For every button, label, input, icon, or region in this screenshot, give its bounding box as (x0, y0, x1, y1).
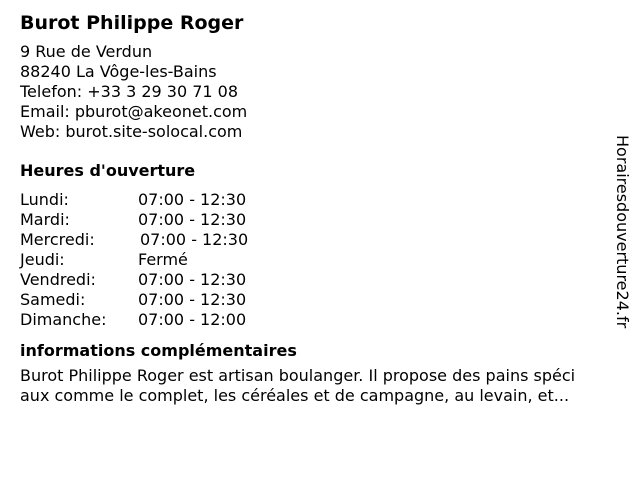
hours-day: Mardi: (20, 210, 70, 229)
info-title: informations complémentaires (20, 341, 297, 360)
info-line: aux comme le complet, les céréales et de campagne, au levain, et... (20, 386, 570, 405)
hours-row-dimanche (20, 310, 610, 330)
opening-hours-table (20, 190, 610, 330)
hours-time: 07:00 - 12:30 (138, 290, 247, 309)
hours-time: 07:00 - 12:30 (138, 270, 247, 289)
hours-time: 07:00 - 12:30 (138, 210, 247, 229)
hours-row-lundi (20, 190, 610, 210)
hours-day: Lundi: (20, 190, 69, 209)
hours-time: Fermé (138, 250, 188, 269)
business-name: Burot Philippe Roger (20, 12, 244, 34)
hours-title: Heures d'ouverture (20, 161, 196, 180)
info-line: Burot Philippe Roger est artisan boulanger. Il propose des pains spéci (20, 366, 576, 385)
hours-row-jeudi (20, 250, 610, 270)
phone-number[interactable]: Telefon: +33 3 29 30 71 08 (20, 82, 239, 101)
watermark-text: Horairesdouverture24.fr (613, 135, 632, 329)
hours-day: Jeudi: (20, 250, 65, 269)
hours-row-mardi (20, 210, 610, 230)
info-description (20, 366, 610, 406)
hours-time: 07:00 - 12:30 (140, 230, 249, 249)
address-street: 9 Rue de Verdun (20, 42, 153, 61)
address-city: 88240 La Vôge-les-Bains (20, 62, 217, 81)
website-link[interactable]: Web: burot.site-solocal.com (20, 122, 243, 141)
hours-day: Dimanche: (20, 310, 107, 329)
hours-day: Mercredi: (20, 230, 95, 249)
contact-details (20, 42, 610, 142)
business-card (20, 10, 610, 406)
hours-row-vendredi (20, 270, 610, 290)
hours-row-mercredi (20, 230, 610, 250)
hours-time: 07:00 - 12:30 (138, 190, 247, 209)
hours-day: Samedi: (20, 290, 86, 309)
hours-time: 07:00 - 12:00 (138, 310, 247, 329)
hours-row-samedi (20, 290, 610, 310)
email-address[interactable]: Email: pburot@akeonet.com (20, 102, 248, 121)
hours-day: Vendredi: (20, 270, 96, 289)
site-watermark (610, 135, 634, 355)
